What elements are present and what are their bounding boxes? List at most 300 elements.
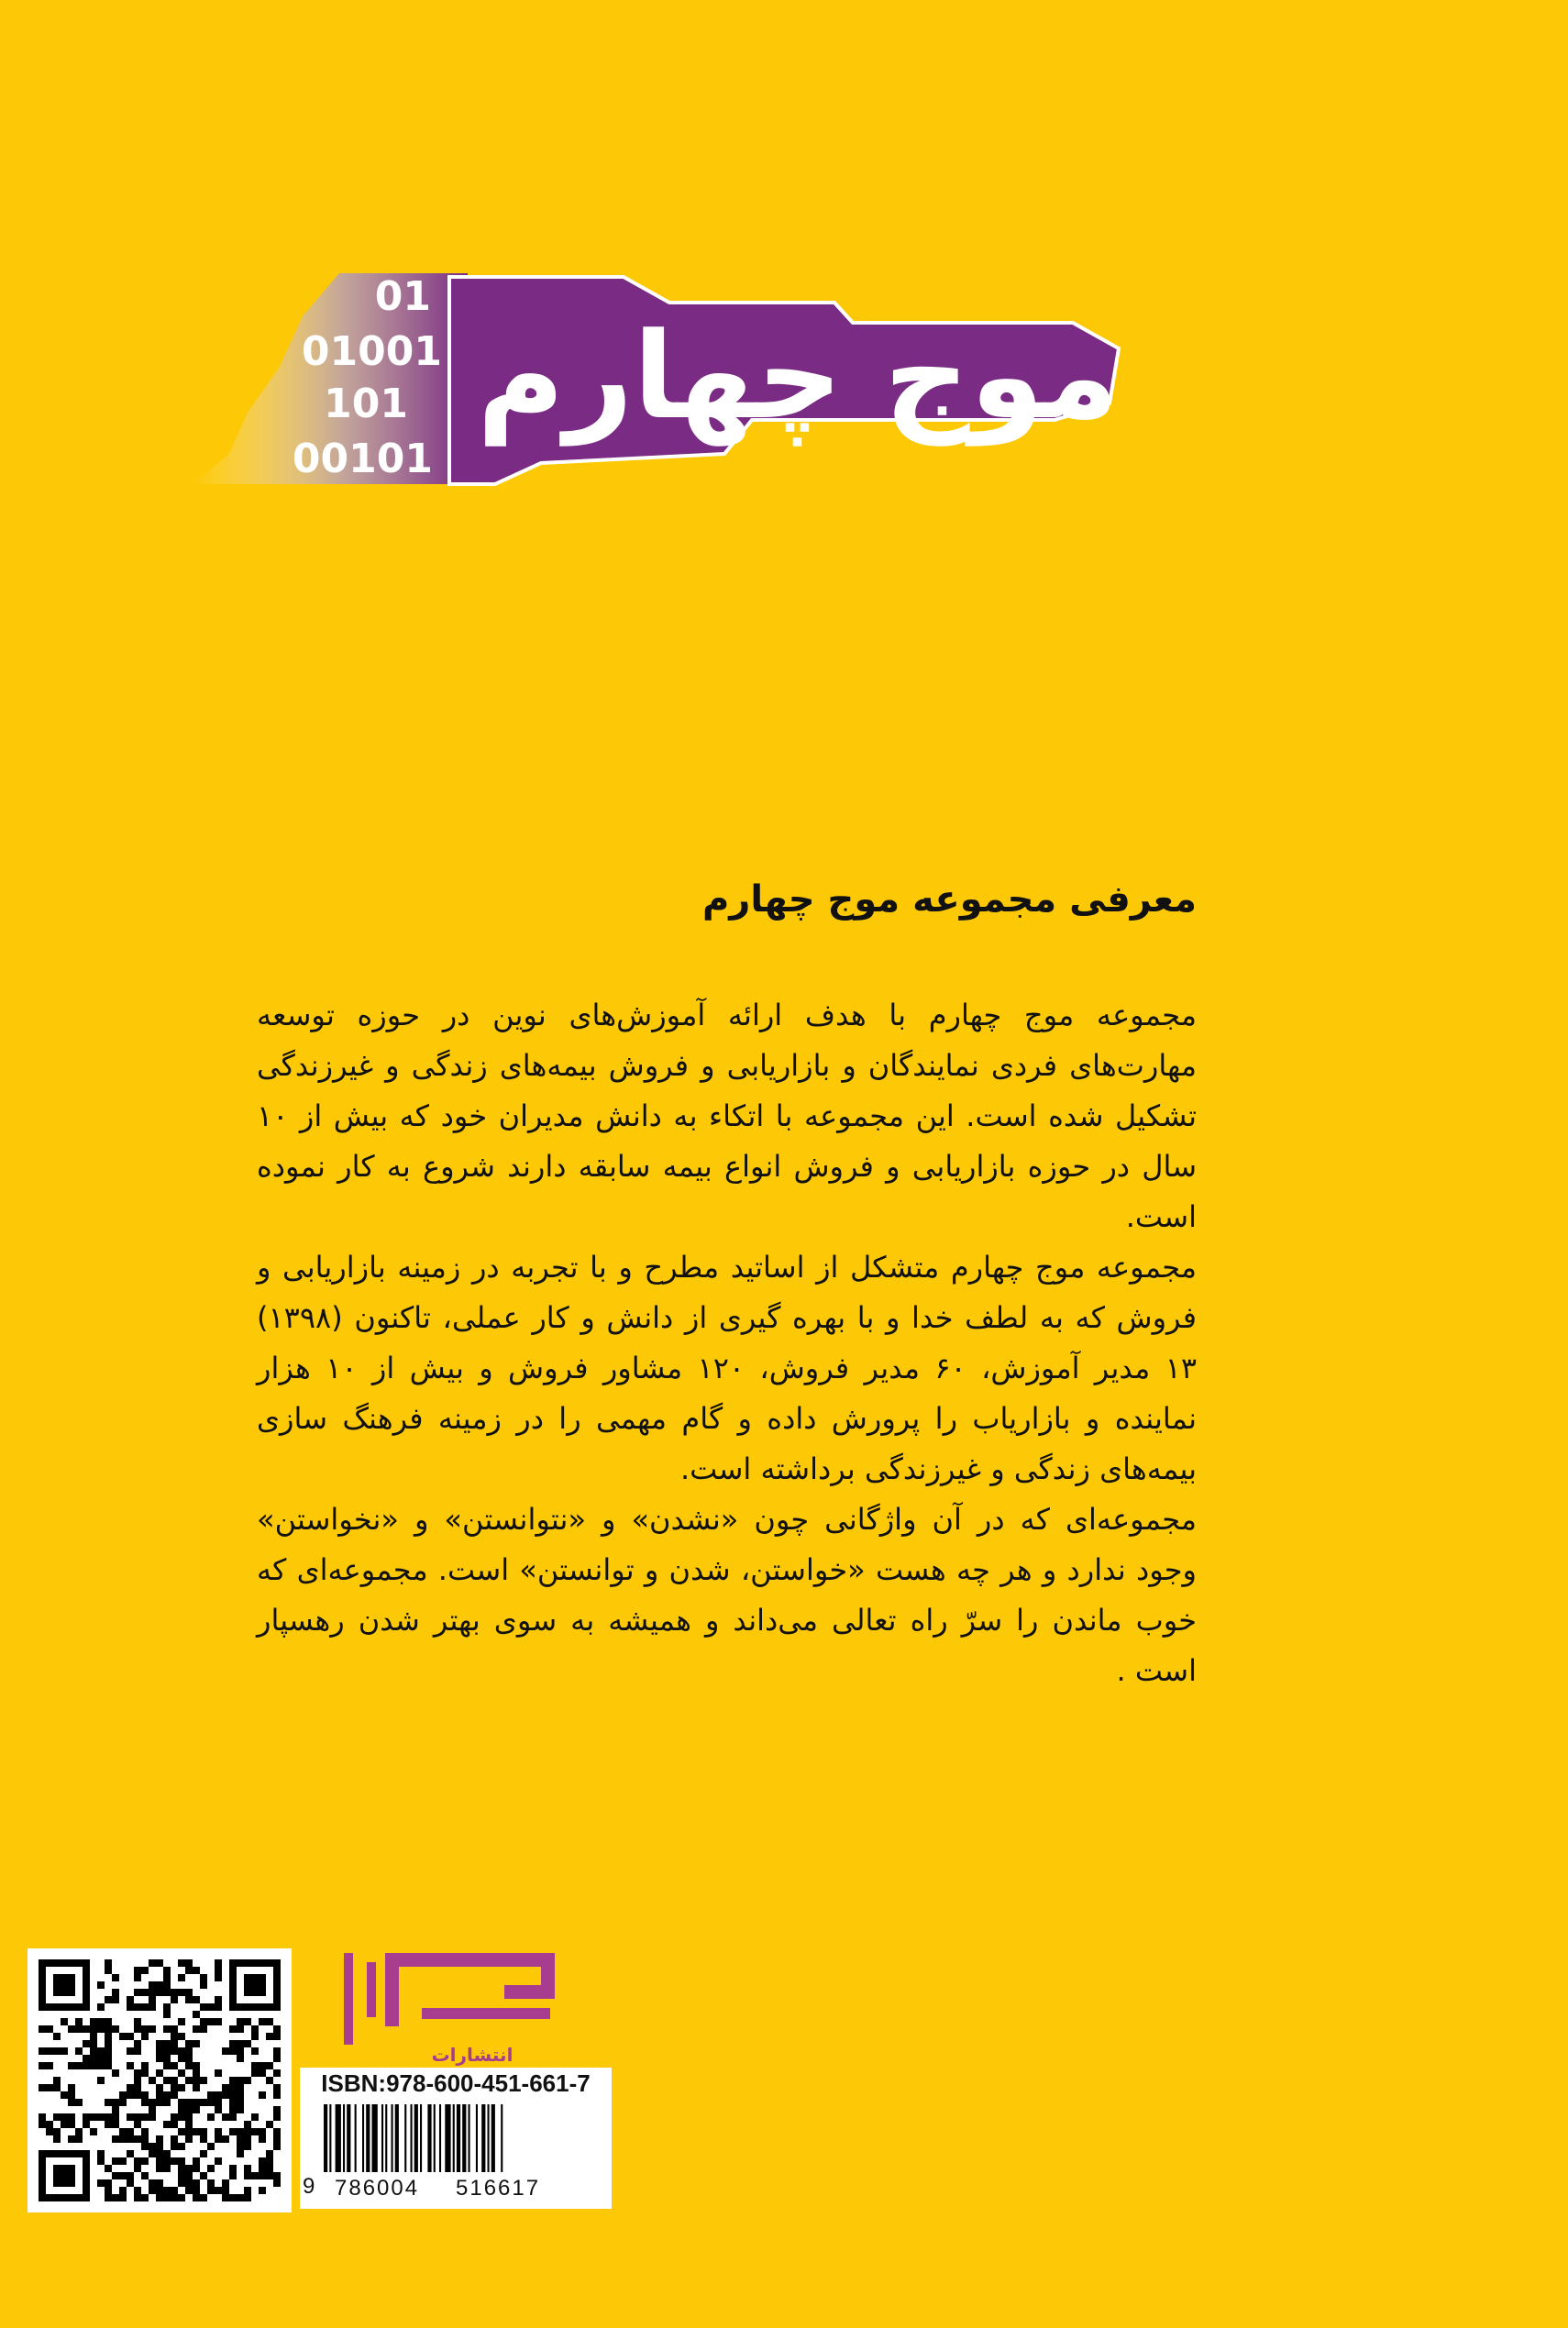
qr-module [156, 2143, 163, 2150]
qr-module [171, 2033, 178, 2040]
qr-module [134, 2113, 141, 2121]
qr-module [141, 2033, 149, 2040]
barcode-bar [491, 2104, 495, 2172]
qr-module [90, 2062, 97, 2069]
qr-module [200, 2135, 207, 2143]
qr-module [273, 2128, 281, 2135]
qr-module [46, 2025, 53, 2033]
barcode-bar [404, 2104, 406, 2172]
qr-module [266, 2077, 273, 2084]
qr-module [83, 2025, 90, 2033]
qr-module [75, 2025, 83, 2033]
qr-module [222, 2135, 229, 2143]
qr-module [134, 2194, 141, 2201]
qr-module [163, 2091, 171, 2099]
qr-module [178, 2165, 185, 2172]
qr-module [163, 2077, 171, 2084]
qr-module [222, 2084, 229, 2091]
qr-module [46, 2047, 53, 2055]
qr-module [105, 2062, 112, 2069]
qr-module [163, 2121, 171, 2128]
barcode-bar [453, 2104, 455, 2172]
qr-module [105, 2055, 112, 2062]
qr-module [127, 2150, 134, 2157]
qr-module [215, 2135, 222, 2143]
logo-title: موج چهارم [477, 306, 1119, 446]
qr-module [266, 2165, 273, 2172]
qr-module [156, 1959, 163, 1967]
qr-module [46, 2062, 53, 2069]
qr-module [127, 2003, 134, 2011]
qr-module [141, 1967, 149, 1974]
binary-row-2: 01001 [301, 328, 442, 375]
qr-module [193, 2025, 200, 2033]
qr-module [178, 2172, 185, 2179]
qr-module [171, 2062, 178, 2069]
qr-module [119, 2135, 127, 2143]
qr-module [61, 2091, 68, 2099]
qr-module [105, 2121, 112, 2128]
qr-module [156, 2150, 163, 2157]
qr-module [61, 2113, 68, 2121]
qr-module [215, 2003, 222, 2011]
qr-module [127, 2128, 134, 2135]
qr-module [200, 2003, 207, 2011]
qr-module [134, 2091, 141, 2099]
qr-finder [244, 1974, 266, 1996]
barcode-bar [395, 2104, 399, 2172]
qr-module [97, 2113, 105, 2121]
qr-finder [53, 2165, 75, 2187]
qr-module [163, 2194, 171, 2201]
qr-module [39, 2121, 46, 2128]
qr-module [68, 2113, 75, 2121]
qr-module [39, 2113, 46, 2121]
qr-module [134, 1989, 141, 1996]
qr-module [149, 2003, 156, 2011]
qr-module [259, 2062, 266, 2069]
qr-module [185, 1959, 193, 1967]
barcode-bar [481, 2104, 485, 2172]
qr-module [105, 2165, 112, 2172]
qr-module [273, 2143, 281, 2150]
qr-module [141, 2172, 149, 2179]
qr-module [163, 1989, 171, 1996]
qr-module [185, 2040, 193, 2047]
qr-module [75, 2099, 83, 2106]
qr-module [207, 2165, 215, 2172]
qr-module [163, 2040, 171, 2047]
qr-module [68, 2025, 75, 2033]
qr-module [259, 2069, 266, 2077]
qr-module [200, 2025, 207, 2033]
qr-module [229, 2106, 237, 2113]
qr-module [207, 2018, 215, 2025]
qr-module [141, 2025, 149, 2033]
qr-module [193, 2157, 200, 2165]
qr-module [156, 2040, 163, 2047]
qr-module [244, 2077, 251, 2084]
qr-module [156, 1981, 163, 1989]
qr-module [178, 1974, 185, 1981]
qr-module [149, 1996, 156, 2003]
qr-module [193, 2084, 200, 2091]
barcode-bar [329, 2104, 331, 2172]
qr-module [207, 2091, 215, 2099]
qr-module [127, 2084, 134, 2091]
qr-module [251, 2047, 259, 2055]
qr-module [207, 2003, 215, 2011]
qr-module [193, 2187, 200, 2194]
qr-module [251, 2113, 259, 2121]
qr-module [39, 2084, 46, 2091]
barcode-bar [501, 2104, 502, 2172]
qr-module [119, 2033, 127, 2040]
qr-module [229, 2077, 237, 2084]
qr-module [222, 2187, 229, 2194]
qr-module [266, 2157, 273, 2165]
qr-module [97, 2047, 105, 2055]
qr-module [273, 2113, 281, 2121]
qr-module [273, 2179, 281, 2187]
qr-module [39, 2062, 46, 2069]
qr-module [266, 2150, 273, 2157]
qr-module [75, 2062, 83, 2069]
qr-module [215, 2106, 222, 2113]
qr-module [215, 2187, 222, 2194]
qr-module [134, 2121, 141, 2128]
qr-module [185, 2165, 193, 2172]
qr-module [222, 2113, 229, 2121]
qr-module [193, 2194, 200, 2201]
barcode-bar [324, 2104, 327, 2172]
qr-module [141, 2003, 149, 2011]
qr-module [149, 2077, 156, 2084]
qr-module [229, 2194, 237, 2201]
qr-module [90, 2025, 97, 2033]
isbn-barcode [300, 2068, 612, 2209]
qr-module [127, 1996, 134, 2003]
qr-module [229, 2099, 237, 2106]
qr-module [68, 2135, 75, 2143]
qr-module [105, 1967, 112, 1974]
qr-module [215, 2018, 222, 2025]
intro-paragraph: مجموعه موج چهارم با هدف ارائه آموزش‌های نوین در حوزه توسعه مهارت‌های فردی نمایندگان و بازاریابی و فروش بیمه‌های زندگی و غیرزندگی تشکیل شده است. این مجموعه با اتکاء به دانش مدیران خود که بیش از ۱۰ سال در حوزه بازاریابی و فروش انواع بیمه سابقه دارند شروع به کار نموده است. [257, 998, 1197, 1234]
qr-module [244, 2121, 251, 2128]
qr-module [193, 2062, 200, 2069]
qr-module [229, 2047, 237, 2055]
qr-module [112, 2194, 119, 2201]
qr-module [259, 2172, 266, 2179]
qr-module [141, 2194, 149, 2201]
qr-module [127, 2172, 134, 2179]
qr-module [237, 2018, 244, 2025]
barcode-bar [414, 2104, 418, 2172]
qr-module [68, 2121, 75, 2128]
qr-module [200, 2172, 207, 2179]
qr-module [185, 1989, 193, 1996]
barcode-bar [366, 2104, 370, 2172]
qr-module [178, 2033, 185, 2040]
intro-paragraph: مجموعه‌ای که در آن واژگانی چون «نشدن» و «نتوانستن» و «نخواستن» وجود ندارد و هر چه هست «خواستن، شدن و توانستن» است. مجموعه‌ای که خوب ماندن را سرّ راه تعالی می‌داند و همیشه به سوی بهتر شدن رهسپار است . [257, 1502, 1197, 1688]
qr-module [68, 2084, 75, 2091]
qr-module [178, 2113, 185, 2121]
isbn-label: ISBN:978-600-451-661-7 [321, 2069, 591, 2097]
qr-module [141, 1989, 149, 1996]
qr-module [83, 2121, 90, 2128]
barcode-icon [316, 2104, 591, 2176]
qr-module [83, 2113, 90, 2121]
qr-module [149, 2099, 156, 2106]
qr-module [251, 2172, 259, 2179]
barcode-digits-right: 516617 [456, 2176, 541, 2201]
qr-module [185, 2099, 193, 2106]
qr-module [149, 1981, 156, 1989]
qr-module [244, 2018, 251, 2025]
qr-module [251, 2025, 259, 2033]
qr-module [112, 2172, 119, 2179]
qr-module [229, 2091, 237, 2099]
qr-module [105, 2179, 112, 2187]
qr-module [207, 2187, 215, 2194]
qr-module [112, 1996, 119, 2003]
qr-module [134, 2135, 141, 2143]
qr-module [185, 2179, 193, 2187]
qr-module [273, 2069, 281, 2077]
barcode-bar [343, 2104, 345, 2172]
qr-module [171, 2077, 178, 2084]
qr-module [178, 2179, 185, 2187]
qr-module [185, 2135, 193, 2143]
qr-module [90, 2047, 97, 2055]
qr-module [193, 2040, 200, 2047]
qr-module [119, 2194, 127, 2201]
qr-module [237, 2055, 244, 2062]
barcode-bar [457, 2104, 460, 2172]
qr-module [193, 2011, 200, 2018]
qr-module [273, 2106, 281, 2113]
qr-module [200, 2194, 207, 2201]
qr-module [193, 1996, 200, 2003]
qr-module [178, 2106, 185, 2113]
qr-module [97, 2179, 105, 2187]
qr-module [127, 2062, 134, 2069]
qr-module [237, 2135, 244, 2143]
barcode-bar [434, 2104, 436, 2172]
qr-module [273, 2033, 281, 2040]
qr-module [237, 2150, 244, 2157]
qr-module [53, 2135, 61, 2143]
qr-module [75, 2047, 83, 2055]
qr-code-icon [28, 1948, 292, 2212]
qr-module [178, 1959, 185, 1967]
qr-module [259, 2135, 266, 2143]
qr-module [244, 2040, 251, 2047]
barcode-lead-digit: 9 [303, 2174, 315, 2199]
qr-module [134, 2187, 141, 2194]
qr-module [185, 1967, 193, 1974]
qr-module [244, 2194, 251, 2201]
barcode-bar [427, 2104, 431, 2172]
qr-module [112, 1989, 119, 1996]
qr-module [185, 2047, 193, 2055]
qr-module [97, 2157, 105, 2165]
qr-module [266, 2018, 273, 2025]
qr-module [178, 2069, 185, 2077]
qr-module [127, 2179, 134, 2187]
qr-module [163, 2003, 171, 2011]
qr-module [178, 2055, 185, 2062]
qr-module [215, 1974, 222, 1981]
qr-module [134, 2165, 141, 2172]
barcode-bar [411, 2104, 413, 2172]
qr-module [134, 2018, 141, 2025]
barcode-bar [476, 2104, 478, 2172]
qr-module [90, 2033, 97, 2040]
series-logo [193, 266, 1201, 495]
qr-module [149, 2179, 156, 2187]
qr-module [171, 2091, 178, 2099]
barcode-bar [347, 2104, 350, 2172]
qr-module [46, 2084, 53, 2091]
qr-module [237, 2047, 244, 2055]
qr-module [112, 2135, 119, 2143]
qr-module [171, 2040, 178, 2047]
qr-module [46, 2128, 53, 2135]
binary-row-3: 101 [324, 381, 408, 427]
qr-module [171, 1996, 178, 2003]
qr-module [200, 2099, 207, 2106]
barcode-bar [420, 2104, 422, 2172]
qr-module [134, 2077, 141, 2084]
qr-module [163, 2099, 171, 2106]
qr-module [273, 2047, 281, 2055]
qr-module [105, 2018, 112, 2025]
qr-module [83, 2062, 90, 2069]
qr-module [178, 2128, 185, 2135]
qr-module [119, 2128, 127, 2135]
qr-module [244, 2165, 251, 2172]
qr-module [178, 2047, 185, 2055]
qr-module [259, 2018, 266, 2025]
qr-module [83, 2040, 90, 2047]
qr-module [185, 2077, 193, 2084]
qr-module [112, 2157, 119, 2165]
qr-module [112, 2113, 119, 2121]
qr-module [163, 2187, 171, 2194]
qr-module [112, 1974, 119, 1981]
intro-body [257, 990, 1197, 1696]
qr-module [259, 2091, 266, 2099]
qr-module [61, 2047, 68, 2055]
qr-module [222, 2179, 229, 2187]
qr-module [215, 1959, 222, 1967]
qr-module [266, 2062, 273, 2069]
qr-module [229, 2172, 237, 2179]
qr-module [53, 2113, 61, 2121]
qr-module [222, 2047, 229, 2055]
qr-module [229, 2128, 237, 2135]
qr-module [237, 2040, 244, 2047]
qr-module [156, 2157, 163, 2165]
qr-module [207, 2113, 215, 2121]
qr-module [90, 2128, 97, 2135]
qr-module [266, 2172, 273, 2179]
qr-module [141, 2062, 149, 2069]
qr-module [163, 2157, 171, 2165]
qr-module [244, 2135, 251, 2143]
qr-module [215, 1996, 222, 2003]
qr-module [229, 2040, 237, 2047]
qr-module [171, 1989, 178, 1996]
qr-module [237, 2077, 244, 2084]
qr-module [185, 2055, 193, 2062]
qr-module [273, 2172, 281, 2179]
qr-module [215, 2091, 222, 2099]
qr-module [237, 2106, 244, 2113]
qr-module [105, 2113, 112, 2121]
qr-module [134, 2157, 141, 2165]
qr-module [237, 2194, 244, 2201]
qr-module [185, 2106, 193, 2113]
qr-module [105, 2187, 112, 2194]
intro-paragraph: مجموعه موج چهارم متشکل از اساتید مطرح و با تجربه در زمینه بازاریابی و فروش که به لطف خدا و با بهره گیری از دانش و کار عملی، تاکنون (۱۳۹۸) ۱۳ مدیر آموزش، ۶۰ مدیر فروش، ۱۲۰ مشاور فروش و بیش از ۱۰ هزار نماینده و بازاریاب را پرورش داده و گام مهمی را در زمینه فرهنگ سازی بیمه‌های زندگی و غیرزندگی برداشته است. [257, 1250, 1197, 1486]
qr-module [273, 2084, 281, 2091]
qr-module [127, 2047, 134, 2055]
qr-module [75, 2135, 83, 2143]
qr-module [112, 2069, 119, 2077]
qr-module [149, 2113, 156, 2121]
qr-module [53, 2047, 61, 2055]
qr-module [171, 2194, 178, 2201]
qr-module [193, 1967, 200, 1974]
qr-module [112, 2099, 119, 2106]
qr-module [178, 2194, 185, 2201]
qr-module [127, 2091, 134, 2099]
qr-module [46, 2121, 53, 2128]
qr-module [105, 2099, 112, 2106]
barcode-bar [469, 2104, 470, 2172]
qr-code-graphic [28, 1948, 292, 2212]
qr-module [119, 2172, 127, 2179]
qr-module [185, 2187, 193, 2194]
barcode-bar [392, 2104, 393, 2172]
qr-module [149, 2187, 156, 2194]
qr-module [134, 1974, 141, 1981]
barcode-digits-left: 786004 [335, 2176, 420, 2201]
qr-module [141, 2099, 149, 2106]
qr-module [141, 2069, 149, 2077]
qr-module [134, 1967, 141, 1974]
qr-module [244, 2128, 251, 2135]
qr-module [185, 1996, 193, 2003]
qr-module [53, 2033, 61, 2040]
qr-module [185, 2113, 193, 2121]
qr-module [178, 2143, 185, 2150]
qr-module [251, 2128, 259, 2135]
qr-module [200, 2077, 207, 2084]
qr-module [90, 2113, 97, 2121]
qr-module [134, 2025, 141, 2033]
qr-module [149, 1959, 156, 1967]
qr-module [163, 1967, 171, 1974]
qr-module [134, 2069, 141, 2077]
qr-module [237, 2099, 244, 2106]
qr-module [97, 2003, 105, 2011]
qr-module [193, 2179, 200, 2187]
qr-module [244, 2172, 251, 2179]
qr-module [119, 2091, 127, 2099]
